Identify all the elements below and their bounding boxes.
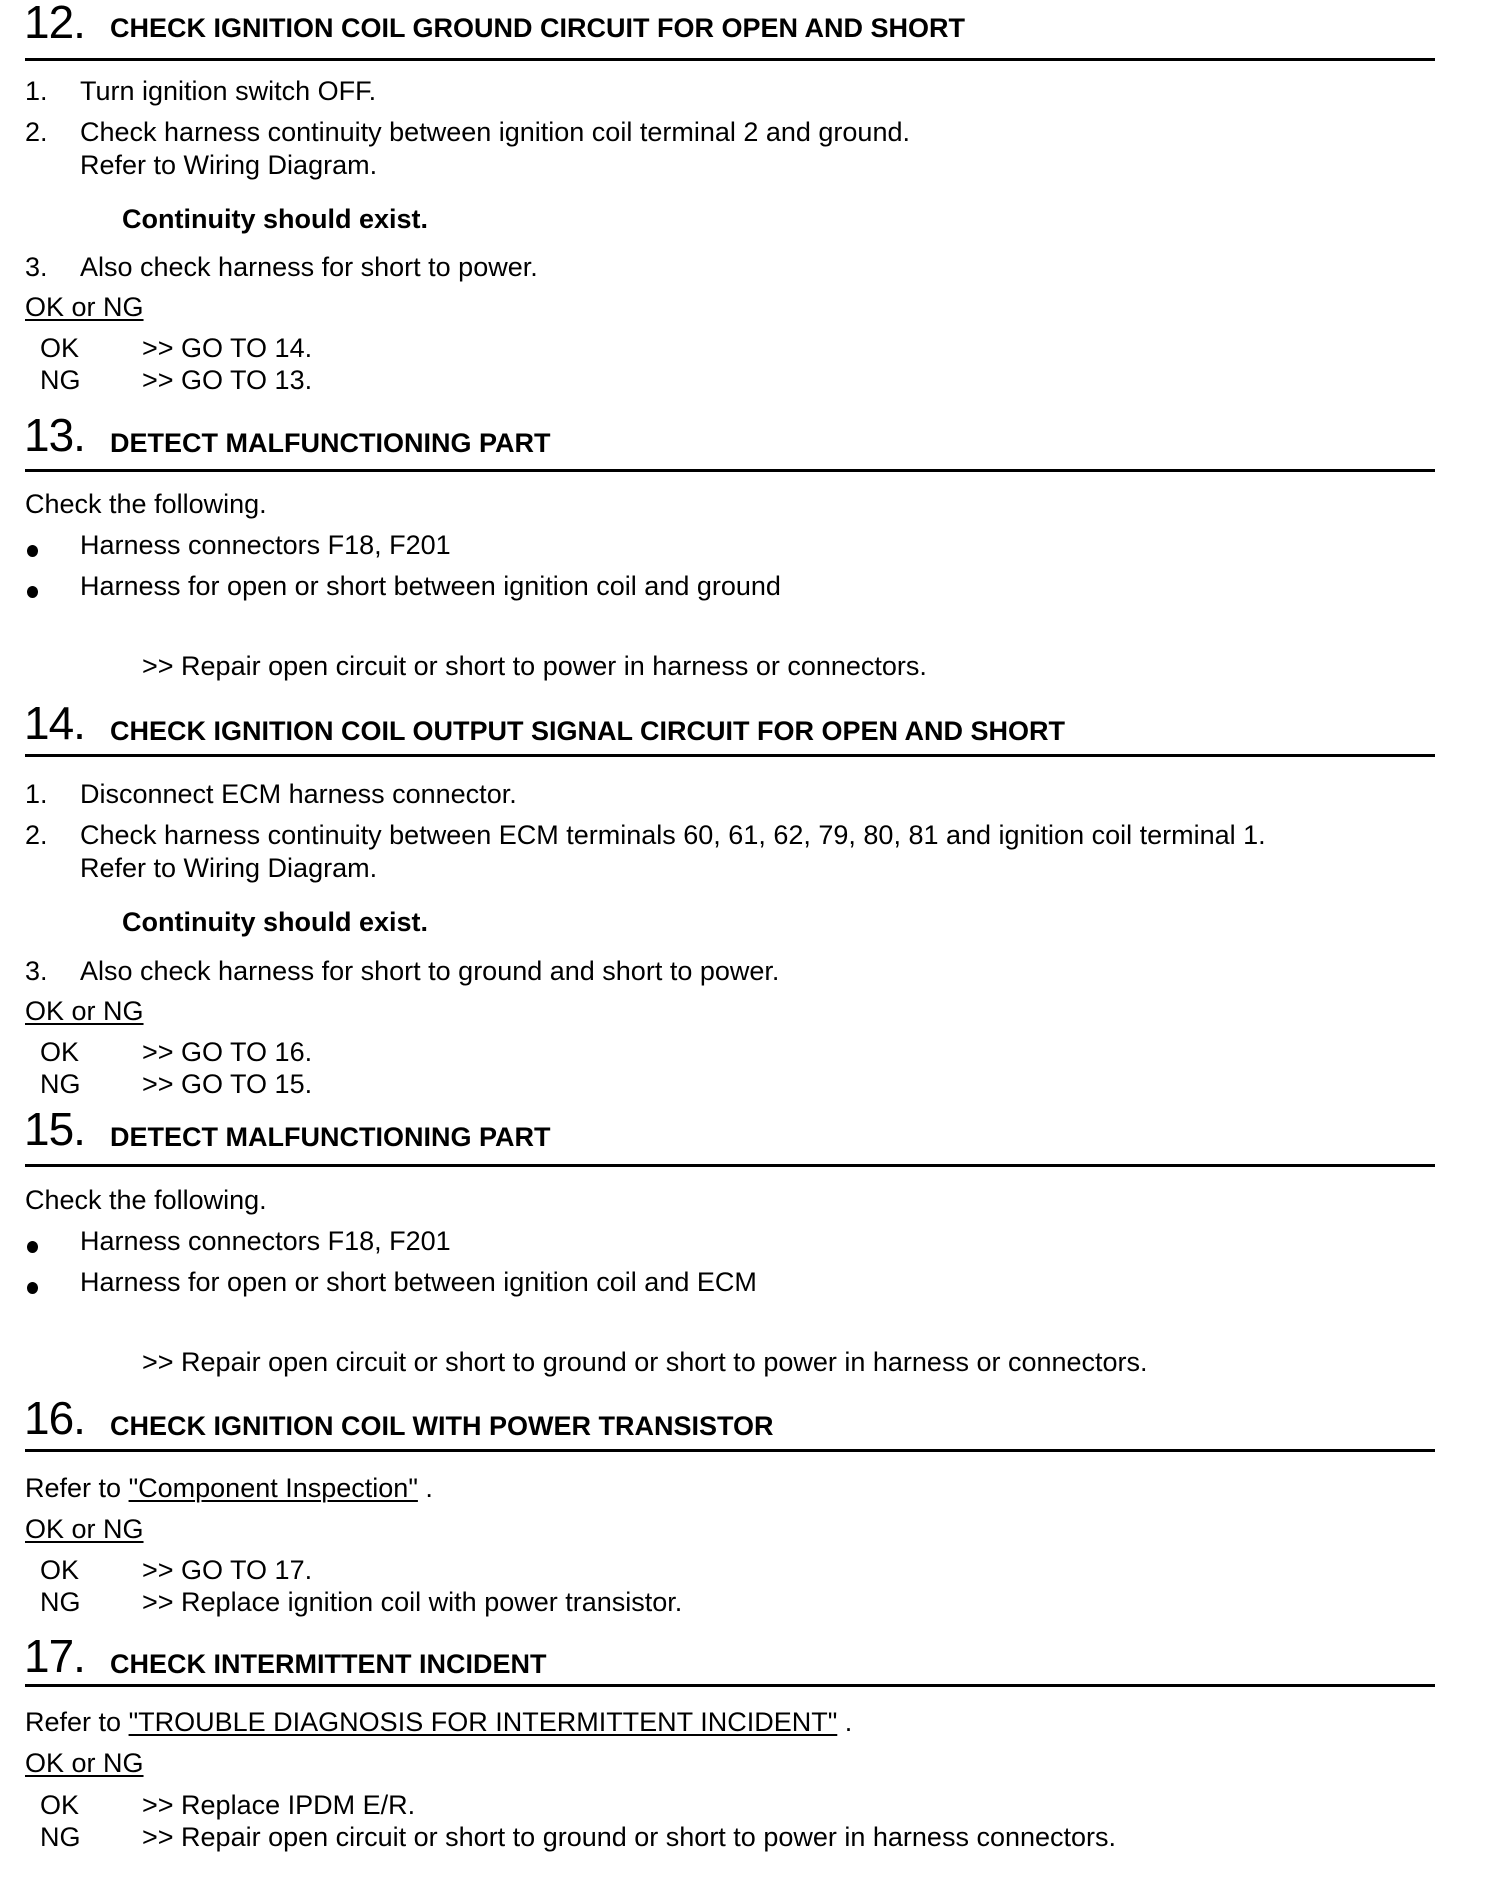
bullet-text: Harness connectors F18, F201 <box>80 1226 451 1256</box>
item-subtext: Refer to Wiring Diagram. <box>80 150 378 180</box>
step-title: CHECK IGNITION COIL GROUND CIRCUIT FOR OPEN AND SHORT <box>110 13 966 43</box>
item-text: Check harness continuity between ECM terminals 60, 61, 62, 79, 80, 81 and ignition coil terminal 1. <box>80 820 1266 850</box>
step-number: 12. <box>24 0 85 48</box>
result-status: OK <box>40 1555 80 1585</box>
result-action: >> GO TO 15. <box>142 1069 313 1099</box>
step-number: 13. <box>24 409 85 461</box>
result-status: NG <box>40 1587 81 1617</box>
result-action: >> Repair open circuit or short to ground or short to power in harness or connectors. <box>142 1347 1148 1377</box>
bullet-icon <box>27 1241 38 1253</box>
bullet-icon <box>27 545 38 557</box>
section-divider <box>25 754 1435 757</box>
item-marker: 2. <box>25 117 48 147</box>
refer-suffix: . <box>425 1473 433 1503</box>
result-status: NG <box>40 365 81 395</box>
spec-note: Continuity should exist. <box>122 907 429 937</box>
result-action: >> Replace IPDM E/R. <box>142 1790 416 1820</box>
section-divider <box>25 1164 1435 1167</box>
trouble-diagnosis-link[interactable]: "TROUBLE DIAGNOSIS FOR INTERMITTENT INCIDENT" <box>128 1707 838 1737</box>
result-label: OK or NG <box>25 292 144 322</box>
result-label: OK or NG <box>25 996 144 1026</box>
bullet-icon <box>27 1282 38 1294</box>
item-marker: 3. <box>25 252 48 282</box>
step-number: 16. <box>24 1392 85 1444</box>
item-marker: 1. <box>25 779 48 809</box>
result-action: >> Repair open circuit or short to ground or short to power in harness connectors. <box>142 1822 1117 1852</box>
refer-prefix: Refer to <box>25 1707 122 1737</box>
result-action: >> Replace ignition coil with power transistor. <box>142 1587 683 1617</box>
item-subtext: Refer to Wiring Diagram. <box>80 853 378 883</box>
refer-suffix: . <box>844 1707 853 1737</box>
intro-text: Check the following. <box>25 1185 267 1215</box>
refer-line <box>25 1472 433 1504</box>
result-action: >> Repair open circuit or short to power in harness or connectors. <box>142 651 927 681</box>
step-title: DETECT MALFUNCTIONING PART <box>110 1122 551 1152</box>
step-title: CHECK INTERMITTENT INCIDENT <box>110 1649 547 1679</box>
result-action: >> GO TO 16. <box>142 1037 313 1067</box>
result-status: NG <box>40 1069 81 1099</box>
result-status: OK <box>40 1790 80 1820</box>
step-title: CHECK IGNITION COIL WITH POWER TRANSISTOR <box>110 1411 774 1441</box>
step-number: 15. <box>24 1103 85 1155</box>
result-status: OK <box>40 1037 80 1067</box>
result-status: OK <box>40 333 80 363</box>
intro-text: Check the following. <box>25 489 267 519</box>
item-text: Also check harness for short to power. <box>80 252 538 282</box>
bullet-text: Harness for open or short between ignition coil and ECM <box>80 1267 757 1297</box>
item-text: Check harness continuity between ignition coil terminal 2 and ground. <box>80 117 910 147</box>
item-text: Also check harness for short to ground and short to power. <box>80 956 780 986</box>
refer-line <box>25 1706 852 1738</box>
result-action: >> GO TO 17. <box>142 1555 313 1585</box>
item-marker: 2. <box>25 820 48 850</box>
item-marker: 3. <box>25 956 48 986</box>
item-marker: 1. <box>25 76 48 106</box>
component-inspection-link[interactable]: "Component Inspection" <box>128 1473 418 1503</box>
section-divider <box>25 58 1435 61</box>
result-action: >> GO TO 13. <box>142 365 313 395</box>
result-label: OK or NG <box>25 1514 144 1544</box>
step-title: CHECK IGNITION COIL OUTPUT SIGNAL CIRCUIT FOR OPEN AND SHORT <box>110 716 1066 746</box>
bullet-text: Harness connectors F18, F201 <box>80 530 451 560</box>
section-divider <box>25 1684 1435 1687</box>
spec-note: Continuity should exist. <box>122 204 429 234</box>
item-text: Disconnect ECM harness connector. <box>80 779 517 809</box>
item-text: Turn ignition switch OFF. <box>80 76 377 106</box>
section-divider <box>25 469 1435 472</box>
refer-prefix: Refer to <box>25 1473 122 1503</box>
step-number: 17. <box>24 1630 85 1682</box>
bullet-icon <box>27 586 38 598</box>
step-title: DETECT MALFUNCTIONING PART <box>110 428 551 458</box>
bullet-text: Harness for open or short between ignition coil and ground <box>80 571 781 601</box>
result-action: >> GO TO 14. <box>142 333 313 363</box>
section-divider <box>25 1449 1435 1452</box>
result-status: NG <box>40 1822 81 1852</box>
step-number: 14. <box>24 697 85 749</box>
result-label: OK or NG <box>25 1748 144 1778</box>
